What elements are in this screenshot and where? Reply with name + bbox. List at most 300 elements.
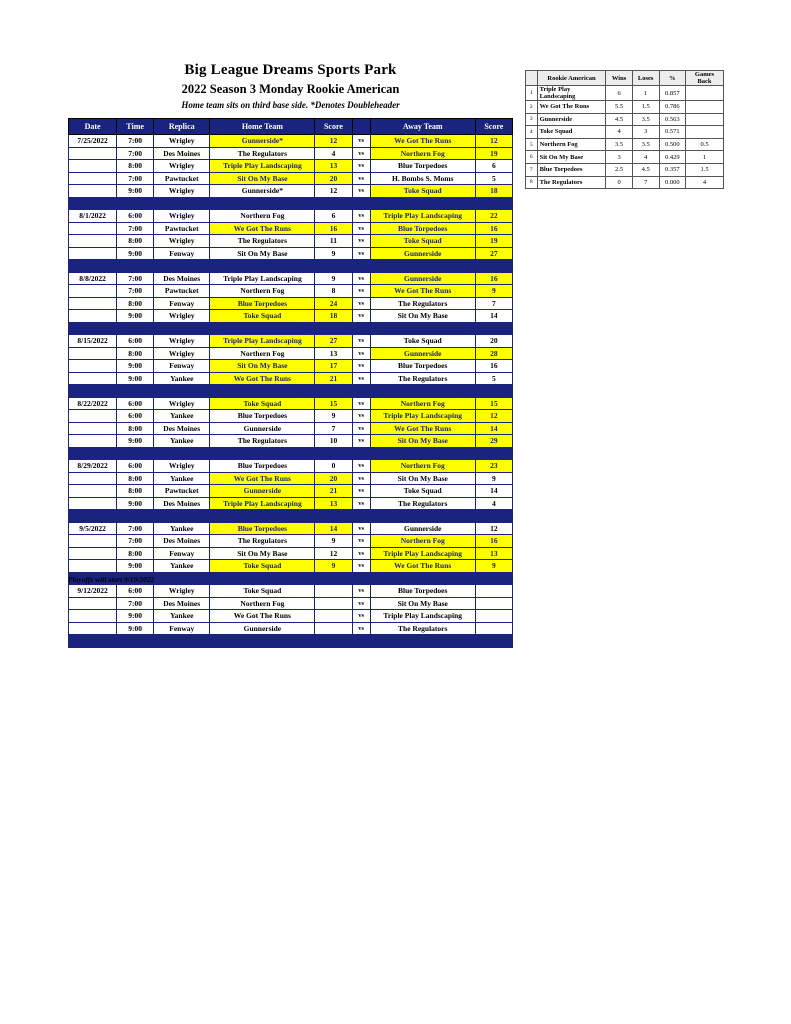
table-row[interactable]: [69, 185, 513, 198]
cell-away-team: Blue Torpedoes: [370, 222, 475, 235]
block-separator: [69, 385, 513, 398]
cell-away-team: Toke Squad: [370, 335, 475, 348]
cell-away-score: 12: [475, 135, 512, 148]
cell-home-score: 17: [315, 360, 352, 373]
standings-team: Triple Play Landscaping: [537, 86, 606, 101]
cell-home-team: Gunnerside: [210, 485, 315, 498]
table-row[interactable]: [69, 535, 513, 548]
table-row[interactable]: [69, 485, 513, 498]
cell-away-score: [475, 622, 512, 635]
cell-away-team: We Got The Runs: [370, 422, 475, 435]
cell-vs: vs: [352, 535, 370, 548]
cell-replica: Wrigley: [154, 160, 210, 173]
cell-replica: Fenway: [154, 360, 210, 373]
cell-home-score: 13: [315, 347, 352, 360]
cell-time: 9:00: [117, 497, 154, 510]
cell-time: 9:00: [117, 560, 154, 573]
header-away-score: Score: [475, 119, 512, 135]
cell-vs: vs: [352, 597, 370, 610]
cell-replica: Wrigley: [154, 347, 210, 360]
table-row[interactable]: [69, 235, 513, 248]
block-separator-cell: [69, 197, 513, 210]
cell-vs: vs: [352, 360, 370, 373]
standings-wins: 0: [606, 176, 632, 189]
cell-replica: Wrigley: [154, 397, 210, 410]
cell-away-score: 5: [475, 372, 512, 385]
cell-vs: vs: [352, 185, 370, 198]
cell-away-score: 9: [475, 285, 512, 298]
standings-rank: 7: [526, 163, 538, 176]
cell-vs: vs: [352, 397, 370, 410]
standings-row[interactable]: [526, 113, 724, 126]
cell-home-score: [315, 622, 352, 635]
table-row[interactable]: [69, 610, 513, 623]
cell-replica: Pawtucket: [154, 172, 210, 185]
table-row[interactable]: [69, 347, 513, 360]
header-vs: [352, 119, 370, 135]
standings-loses: 1: [632, 86, 659, 101]
table-row[interactable]: [69, 135, 513, 148]
cell-home-team: Sit On My Base: [210, 172, 315, 185]
standings-pct: 0.357: [659, 163, 685, 176]
cell-time: 7:00: [117, 522, 154, 535]
cell-home-score: 24: [315, 297, 352, 310]
standings-rank: 8: [526, 176, 538, 189]
cell-time: 9:00: [117, 610, 154, 623]
cell-home-team: We Got The Runs: [210, 610, 315, 623]
table-row[interactable]: [69, 435, 513, 448]
cell-home-score: 9: [315, 410, 352, 423]
standings-loses: 4: [632, 151, 659, 164]
cell-date: 8/29/2022: [69, 460, 117, 473]
table-row[interactable]: [69, 210, 513, 223]
cell-home-score: 12: [315, 547, 352, 560]
cell-away-team: Triple Play Landscaping: [370, 410, 475, 423]
cell-date: [69, 435, 117, 448]
cell-date: [69, 497, 117, 510]
cell-time: 8:00: [117, 160, 154, 173]
title-note: Home team sits on third base side. *Denotes Doubleheader: [181, 100, 400, 110]
cell-home-team: We Got The Runs: [210, 472, 315, 485]
cell-home-score: 21: [315, 372, 352, 385]
cell-time: 7:00: [117, 272, 154, 285]
standings-loses: 3.5: [632, 113, 659, 126]
cell-home-team: Gunnerside: [210, 422, 315, 435]
cell-away-score: 22: [475, 210, 512, 223]
cell-vs: vs: [352, 410, 370, 423]
cell-away-score: [475, 585, 512, 598]
table-row[interactable]: [69, 497, 513, 510]
cell-home-score: 14: [315, 522, 352, 535]
cell-replica: Pawtucket: [154, 222, 210, 235]
cell-away-score: 12: [475, 410, 512, 423]
cell-away-score: 28: [475, 347, 512, 360]
cell-replica: Yankee: [154, 610, 210, 623]
cell-date: [69, 597, 117, 610]
table-row[interactable]: [69, 560, 513, 573]
cell-time: 8:00: [117, 485, 154, 498]
cell-vs: vs: [352, 347, 370, 360]
cell-date: [69, 610, 117, 623]
cell-home-team: Northern Fog: [210, 347, 315, 360]
cell-away-team: The Regulators: [370, 297, 475, 310]
cell-date: 9/12/2022: [69, 585, 117, 598]
cell-date: [69, 372, 117, 385]
cell-home-team: Blue Torpedoes: [210, 522, 315, 535]
cell-vs: vs: [352, 285, 370, 298]
cell-replica: Fenway: [154, 547, 210, 560]
cell-time: 6:00: [117, 397, 154, 410]
cell-home-team: Northern Fog: [210, 285, 315, 298]
cell-time: 8:00: [117, 547, 154, 560]
cell-home-score: 11: [315, 235, 352, 248]
schedule-header-row: [69, 119, 513, 135]
table-row[interactable]: [69, 410, 513, 423]
standings-games-back: 1: [686, 151, 724, 164]
cell-date: [69, 472, 117, 485]
standings-team: We Got The Runs: [537, 101, 606, 114]
playoffs-note: Playoffs will start 9/19/2022: [68, 575, 155, 584]
standings-games-back: 4: [686, 176, 724, 189]
cell-home-score: 7: [315, 422, 352, 435]
standings-pct: 0.429: [659, 151, 685, 164]
standings-row[interactable]: [526, 86, 724, 101]
cell-time: 8:00: [117, 347, 154, 360]
standings-team: Toke Squad: [537, 126, 606, 139]
table-row[interactable]: [69, 360, 513, 373]
cell-home-score: 12: [315, 185, 352, 198]
cell-away-score: 7: [475, 297, 512, 310]
cell-replica: Wrigley: [154, 235, 210, 248]
cell-vs: vs: [352, 585, 370, 598]
cell-away-team: The Regulators: [370, 372, 475, 385]
cell-away-team: Blue Torpedoes: [370, 360, 475, 373]
cell-time: 7:00: [117, 535, 154, 548]
cell-away-team: We Got The Runs: [370, 135, 475, 148]
standings-row[interactable]: [526, 101, 724, 114]
cell-replica: Des Moines: [154, 597, 210, 610]
block-separator-cell: [69, 635, 513, 648]
cell-away-score: 9: [475, 560, 512, 573]
standings-pct: 0.571: [659, 126, 685, 139]
standings-wins: 4: [606, 126, 632, 139]
block-separator: [69, 635, 513, 648]
table-row[interactable]: [69, 472, 513, 485]
cell-replica: Yankee: [154, 435, 210, 448]
standings-header-league: Rookie American: [537, 71, 606, 86]
cell-away-score: 13: [475, 547, 512, 560]
cell-home-team: Toke Squad: [210, 397, 315, 410]
table-row[interactable]: [69, 272, 513, 285]
cell-date: [69, 185, 117, 198]
cell-vs: vs: [352, 160, 370, 173]
cell-home-score: 20: [315, 472, 352, 485]
standings-header-row: [526, 71, 724, 86]
cell-replica: Wrigley: [154, 310, 210, 323]
cell-home-team: Sit On My Base: [210, 547, 315, 560]
cell-away-score: 18: [475, 185, 512, 198]
standings-table: [525, 70, 724, 189]
standings-rank: 1: [526, 86, 538, 101]
standings-team: Sit On My Base: [537, 151, 606, 164]
standings-header-games-back: Games Back: [686, 71, 724, 86]
cell-replica: Wrigley: [154, 210, 210, 223]
cell-away-team: We Got The Runs: [370, 285, 475, 298]
cell-away-team: Triple Play Landscaping: [370, 610, 475, 623]
cell-home-score: [315, 597, 352, 610]
cell-away-team: Sit On My Base: [370, 597, 475, 610]
cell-date: [69, 172, 117, 185]
cell-vs: vs: [352, 297, 370, 310]
cell-replica: Pawtucket: [154, 285, 210, 298]
cell-time: 7:00: [117, 597, 154, 610]
standings-row[interactable]: [526, 126, 724, 139]
cell-date: 8/22/2022: [69, 397, 117, 410]
block-separator-cell: [69, 447, 513, 460]
cell-home-team: Blue Torpedoes: [210, 297, 315, 310]
standings-team: Northern Fog: [537, 138, 606, 151]
cell-home-team: The Regulators: [210, 147, 315, 160]
table-row[interactable]: [69, 422, 513, 435]
cell-away-team: Gunnerside: [370, 272, 475, 285]
park-title: Big League Dreams Sports Park: [184, 62, 397, 78]
cell-away-score: [475, 610, 512, 623]
cell-date: 8/15/2022: [69, 335, 117, 348]
standings-games-back: 1.5: [686, 163, 724, 176]
cell-away-score: 29: [475, 435, 512, 448]
cell-vs: vs: [352, 610, 370, 623]
cell-date: [69, 235, 117, 248]
cell-away-score: 19: [475, 147, 512, 160]
table-row[interactable]: [69, 247, 513, 260]
cell-vs: vs: [352, 310, 370, 323]
standings-loses: 1.5: [632, 101, 659, 114]
cell-home-team: The Regulators: [210, 535, 315, 548]
cell-home-score: 13: [315, 497, 352, 510]
cell-home-team: Gunnerside*: [210, 135, 315, 148]
table-row[interactable]: [69, 147, 513, 160]
cell-date: [69, 347, 117, 360]
cell-away-team: Northern Fog: [370, 460, 475, 473]
cell-time: 8:00: [117, 235, 154, 248]
header-home-score: Score: [315, 119, 352, 135]
cell-away-team: The Regulators: [370, 497, 475, 510]
cell-time: 6:00: [117, 410, 154, 423]
standings-row[interactable]: [526, 176, 724, 189]
cell-date: [69, 622, 117, 635]
cell-date: [69, 547, 117, 560]
cell-time: 9:00: [117, 372, 154, 385]
standings-header-rank: [526, 71, 538, 86]
table-row[interactable]: [69, 172, 513, 185]
cell-home-team: The Regulators: [210, 235, 315, 248]
cell-home-score: 20: [315, 172, 352, 185]
standings-wins: 2.5: [606, 163, 632, 176]
cell-home-team: Toke Squad: [210, 560, 315, 573]
cell-time: 6:00: [117, 460, 154, 473]
cell-replica: Fenway: [154, 297, 210, 310]
cell-home-team: Gunnerside*: [210, 185, 315, 198]
cell-time: 7:00: [117, 172, 154, 185]
header-date: Date: [69, 119, 117, 135]
cell-home-score: 9: [315, 272, 352, 285]
cell-time: 6:00: [117, 585, 154, 598]
cell-date: [69, 310, 117, 323]
cell-away-score: 16: [475, 272, 512, 285]
cell-vs: vs: [352, 335, 370, 348]
cell-vs: vs: [352, 210, 370, 223]
cell-date: [69, 560, 117, 573]
cell-away-score: [475, 597, 512, 610]
cell-away-score: 14: [475, 422, 512, 435]
header-replica: Replica: [154, 119, 210, 135]
cell-date: [69, 160, 117, 173]
cell-away-team: Gunnerside: [370, 522, 475, 535]
cell-replica: Des Moines: [154, 147, 210, 160]
cell-time: 9:00: [117, 435, 154, 448]
cell-time: 9:00: [117, 185, 154, 198]
cell-away-team: Sit On My Base: [370, 472, 475, 485]
cell-replica: Des Moines: [154, 497, 210, 510]
cell-date: 7/25/2022: [69, 135, 117, 148]
cell-home-team: We Got The Runs: [210, 372, 315, 385]
cell-home-team: Northern Fog: [210, 210, 315, 223]
standings-pct: 0.563: [659, 113, 685, 126]
cell-home-score: 10: [315, 435, 352, 448]
cell-away-team: Triple Play Landscaping: [370, 210, 475, 223]
cell-away-team: Gunnerside: [370, 247, 475, 260]
cell-date: [69, 410, 117, 423]
standings-wins: 3.5: [606, 138, 632, 151]
cell-away-score: 23: [475, 460, 512, 473]
cell-time: 7:00: [117, 135, 154, 148]
cell-away-team: We Got The Runs: [370, 560, 475, 573]
standings-rank: 4: [526, 126, 538, 139]
cell-time: 6:00: [117, 335, 154, 348]
cell-away-score: 15: [475, 397, 512, 410]
cell-away-score: 4: [475, 497, 512, 510]
cell-time: 7:00: [117, 222, 154, 235]
cell-away-team: Sit On My Base: [370, 310, 475, 323]
table-row[interactable]: [69, 622, 513, 635]
cell-home-team: Triple Play Landscaping: [210, 497, 315, 510]
standings-header-pct: %: [659, 71, 685, 86]
standings-team: The Regulators: [537, 176, 606, 189]
cell-away-team: Sit On My Base: [370, 435, 475, 448]
cell-replica: Yankee: [154, 472, 210, 485]
cell-replica: Yankee: [154, 560, 210, 573]
cell-away-team: Toke Squad: [370, 185, 475, 198]
table-row[interactable]: [69, 585, 513, 598]
cell-vs: vs: [352, 272, 370, 285]
cell-time: 8:00: [117, 297, 154, 310]
cell-replica: Yankee: [154, 372, 210, 385]
cell-away-score: 19: [475, 235, 512, 248]
cell-date: 8/8/2022: [69, 272, 117, 285]
table-row[interactable]: [69, 285, 513, 298]
table-row[interactable]: [69, 335, 513, 348]
cell-time: 9:00: [117, 247, 154, 260]
cell-home-score: 9: [315, 247, 352, 260]
standings-row[interactable]: [526, 138, 724, 151]
cell-away-score: 14: [475, 485, 512, 498]
cell-home-team: Northern Fog: [210, 597, 315, 610]
block-separator: [69, 260, 513, 273]
title-block: [68, 62, 513, 110]
cell-away-score: 6: [475, 160, 512, 173]
table-row[interactable]: [69, 160, 513, 173]
cell-home-score: 12: [315, 135, 352, 148]
standings-wins: 3: [606, 151, 632, 164]
cell-vs: vs: [352, 235, 370, 248]
table-row[interactable]: [69, 222, 513, 235]
header-time: Time: [117, 119, 154, 135]
cell-home-score: 9: [315, 560, 352, 573]
cell-home-score: 8: [315, 285, 352, 298]
cell-vs: vs: [352, 497, 370, 510]
cell-time: 7:00: [117, 147, 154, 160]
cell-home-score: 13: [315, 160, 352, 173]
cell-away-team: Blue Torpedoes: [370, 160, 475, 173]
cell-home-score: 21: [315, 485, 352, 498]
table-row[interactable]: [69, 310, 513, 323]
header-away-team: Away Team: [370, 119, 475, 135]
standings-games-back: [686, 86, 724, 101]
cell-home-team: Blue Torpedoes: [210, 410, 315, 423]
cell-home-score: 0: [315, 460, 352, 473]
table-row[interactable]: [69, 522, 513, 535]
standings-row[interactable]: [526, 151, 724, 164]
table-row[interactable]: [69, 597, 513, 610]
table-row[interactable]: [69, 460, 513, 473]
cell-away-score: 27: [475, 247, 512, 260]
standings-wins: 5.5: [606, 101, 632, 114]
cell-away-team: Blue Torpedoes: [370, 585, 475, 598]
cell-replica: Pawtucket: [154, 485, 210, 498]
cell-replica: Wrigley: [154, 135, 210, 148]
cell-home-team: Toke Squad: [210, 585, 315, 598]
standings-pct: 0.786: [659, 101, 685, 114]
standings-loses: 7: [632, 176, 659, 189]
cell-away-score: 16: [475, 535, 512, 548]
standings-team: Gunnerside: [537, 113, 606, 126]
standings-games-back: [686, 101, 724, 114]
cell-date: [69, 247, 117, 260]
cell-date: [69, 297, 117, 310]
cell-vs: vs: [352, 222, 370, 235]
cell-replica: Des Moines: [154, 272, 210, 285]
table-row[interactable]: [69, 297, 513, 310]
table-row[interactable]: [69, 397, 513, 410]
cell-vs: vs: [352, 135, 370, 148]
standings-team: Blue Torpedoes: [537, 163, 606, 176]
cell-time: 9:00: [117, 622, 154, 635]
cell-vs: vs: [352, 435, 370, 448]
table-row[interactable]: [69, 547, 513, 560]
cell-home-team: Triple Play Landscaping: [210, 272, 315, 285]
cell-away-team: Northern Fog: [370, 147, 475, 160]
standings-row[interactable]: [526, 163, 724, 176]
cell-home-score: 9: [315, 535, 352, 548]
block-separator-cell: [69, 510, 513, 523]
table-row[interactable]: [69, 372, 513, 385]
cell-away-team: Northern Fog: [370, 397, 475, 410]
block-separator: [69, 510, 513, 523]
cell-home-score: 4: [315, 147, 352, 160]
cell-vs: vs: [352, 522, 370, 535]
cell-time: 8:00: [117, 472, 154, 485]
block-separator-cell: [69, 260, 513, 273]
